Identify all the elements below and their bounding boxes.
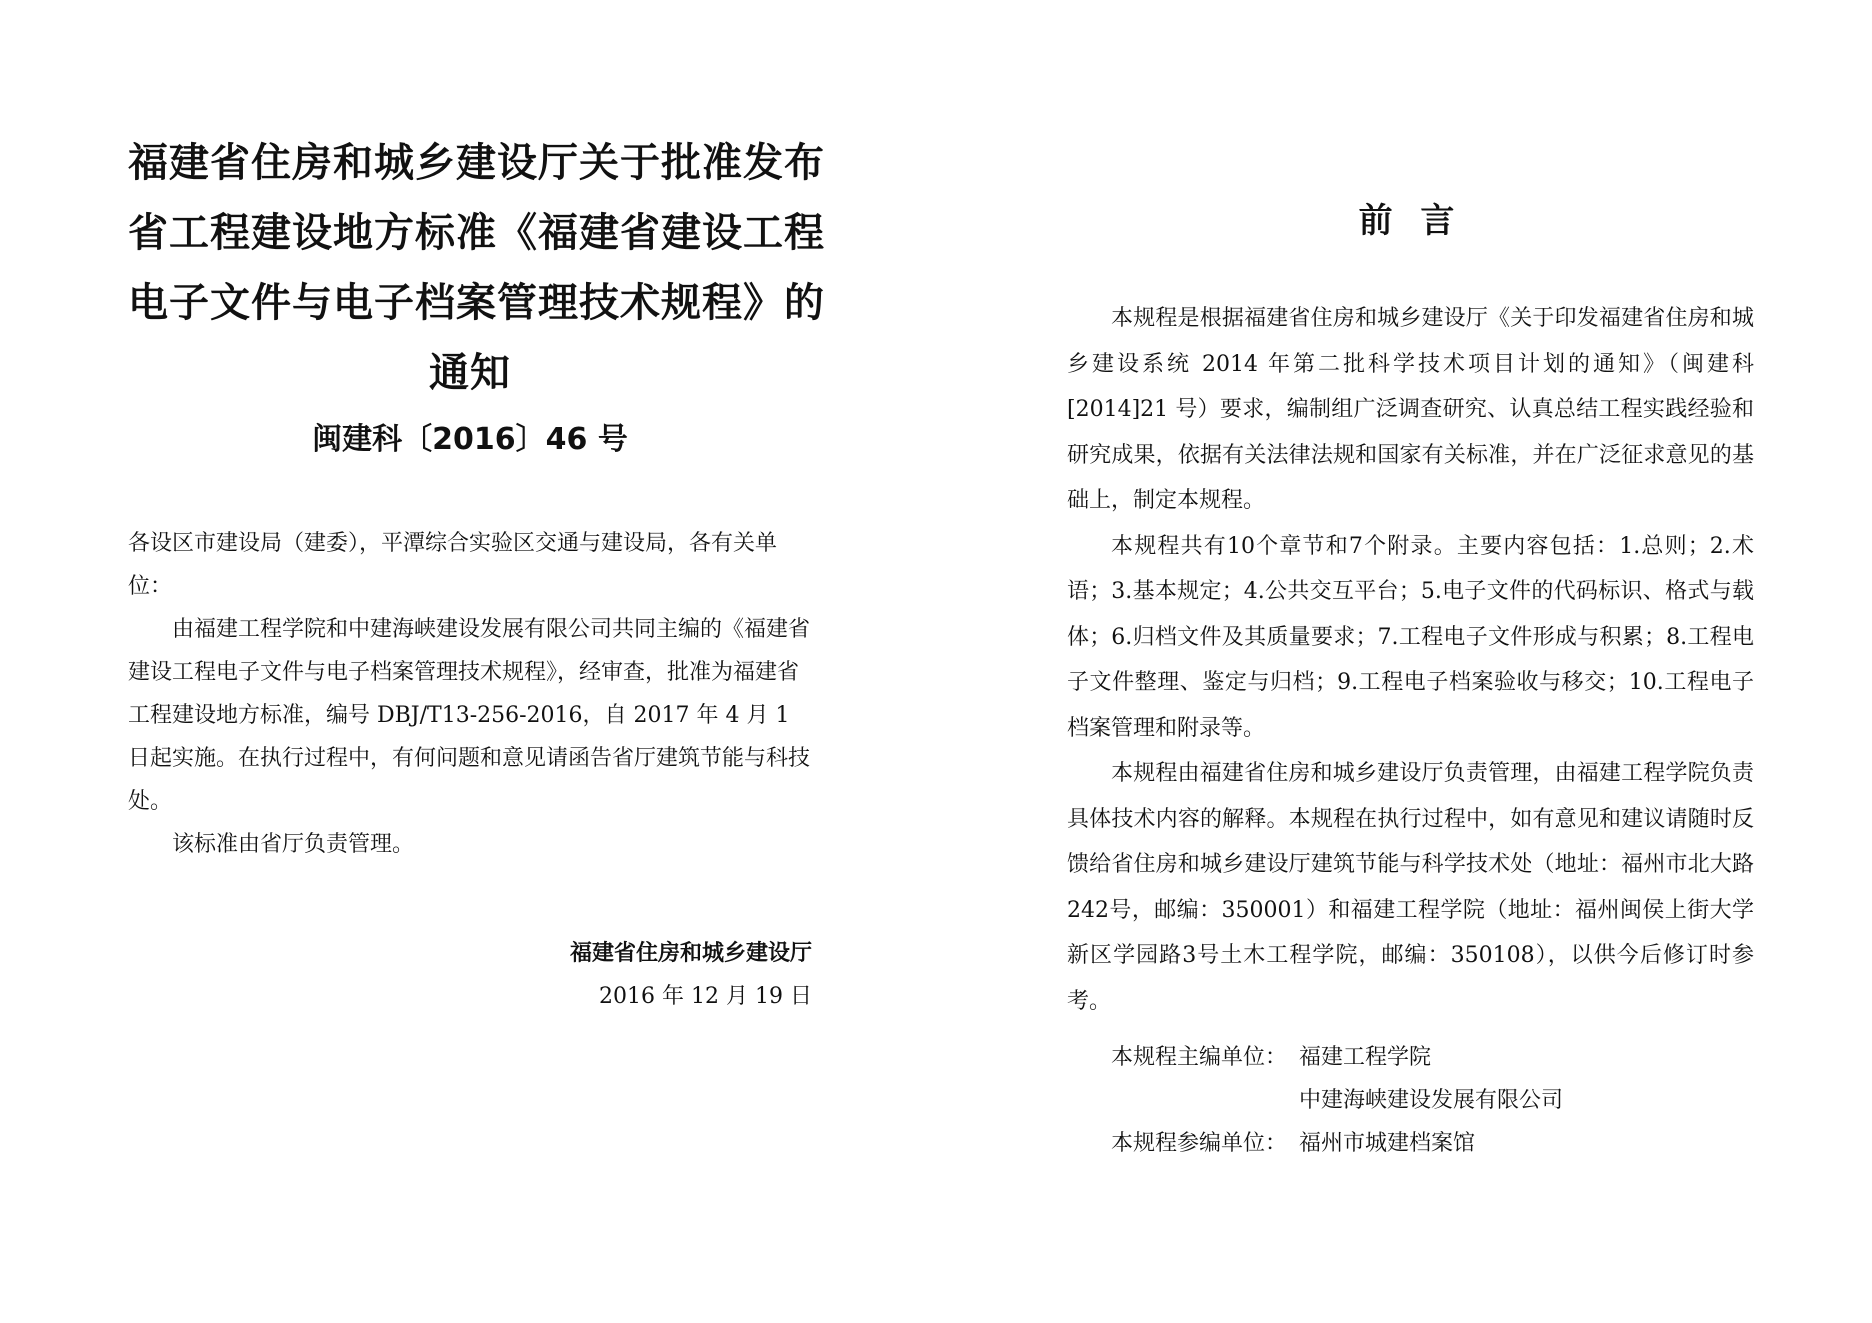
notice-page <box>128 0 825 1018</box>
notice-title-line: 通知 <box>429 350 511 396</box>
notice-management: 该标准由省厅负责管理。 <box>172 832 415 857</box>
foreword-paragraph: 本规程由福建省住房和城乡建设厅负责管理，由福建工程学院负责具体技术内容的解释。本规程在执行过程中，如有意见和建议请随时反馈给省住房和城乡建设厅建筑节能与科学技术处（地址：福州市北大路242号，邮编：350001）和福建工程学院（地址：福州闽侯上街大学新区学园路3号土木工程学院，邮编：350108），以供今后修订时参考。 <box>1067 761 1754 1014</box>
foreword-body <box>1067 296 1754 1024</box>
notice-title <box>128 0 825 408</box>
chief-units-list <box>1299 1036 1563 1122</box>
notice-title-line: 省工程建设地方标准《福建省建设工程 <box>128 210 825 256</box>
participating-units-row <box>1067 1122 1754 1165</box>
foreword-title: 前 言 <box>1358 201 1463 241</box>
chief-units-row <box>1067 1036 1754 1122</box>
participating-units-list <box>1299 1122 1475 1165</box>
notice-title-line: 福建省住房和城乡建设厅关于批准发布 <box>128 140 825 186</box>
notice-signature <box>128 932 812 1018</box>
document-number: 闽建科〔2016〕46 号 <box>312 422 628 457</box>
signature-date: 2016 年 12 月 19 日 <box>599 984 812 1009</box>
notice-title-line: 电子文件与电子档案管理技术规程》的 <box>128 280 825 326</box>
notice-addressee: 各设区市建设局（建委），平潭综合实验区交通与建设局，各有关单位： <box>128 531 778 599</box>
notice-body <box>128 522 812 866</box>
foreword-paragraph: 本规程是根据福建省住房和城乡建设厅《关于印发福建省住房和城乡建设系统 2014 年第二批科学技术项目计划的通知》（闽建科[2014]21 号）要求，编制组广泛调查研究、认真总结工程实践经验和研究成果，依据有关法律法规和国家有关标准，并在广泛征求意见的基础上，制定本规程。 <box>1067 306 1754 513</box>
participating-unit: 福州市城建档案馆 <box>1299 1131 1476 1156</box>
participating-units-label: 本规程参编单位： <box>1111 1131 1288 1156</box>
notice-paragraph: 由福建工程学院和中建海峡建设发展有限公司共同主编的《福建省建设工程电子文件与电子档案管理技术规程》，经审查，批准为福建省工程建设地方标准，编号 DBJ/T13-256-2016，自 2017 年 4 月 1 日起实施。在执行过程中，有何问题和意见请函告省厅建筑节能与科技处。 <box>128 617 811 814</box>
foreword-page <box>1067 0 1754 1165</box>
signature-organization: 福建省住房和城乡建设厅 <box>569 941 812 966</box>
chief-unit: 福建工程学院 <box>1299 1045 1432 1070</box>
units-block <box>1067 1036 1754 1165</box>
chief-unit: 中建海峡建设发展有限公司 <box>1299 1088 1564 1113</box>
foreword-paragraph: 本规程共有10个章节和7个附录。主要内容包括：1.总则；2.术语；3.基本规定；4.公共交互平台；5.电子文件的代码标识、格式与载体；6.归档文件及其质量要求；7.工程电子文件形成与积累；8.工程电子文件整理、鉴定与归档；9.工程电子档案验收与移交；10.工程电子档案管理和附录等。 <box>1067 533 1754 741</box>
chief-units-label: 本规程主编单位： <box>1111 1045 1288 1070</box>
